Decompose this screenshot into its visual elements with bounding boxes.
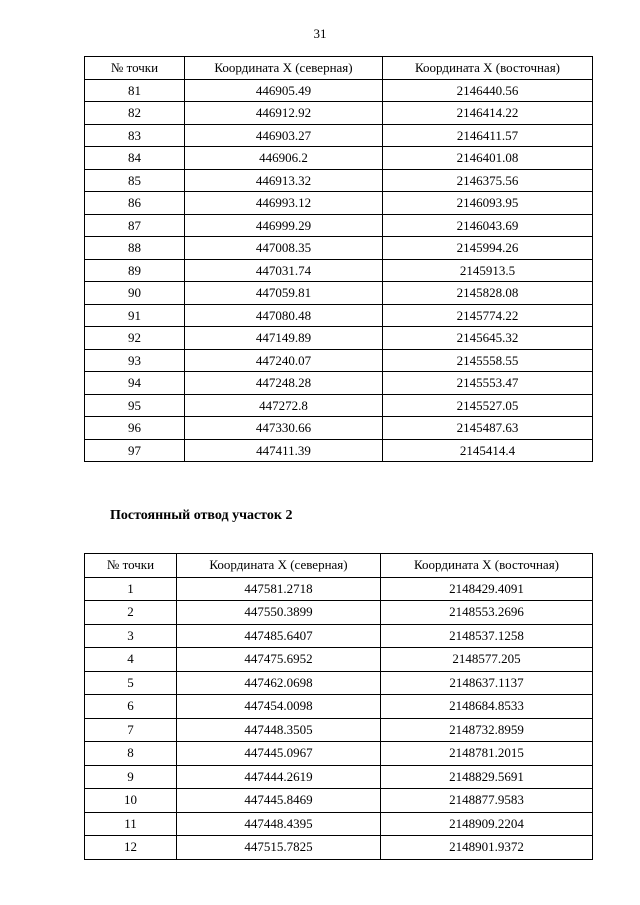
cell-east-coordinate: 2146414.22 (383, 102, 593, 125)
cell-point-number: 9 (85, 765, 177, 789)
cell-east-coordinate: 2148781.2015 (381, 742, 593, 766)
header-point-number: № точки (85, 554, 177, 578)
table-row (85, 259, 593, 282)
cell-east-coordinate: 2145645.32 (383, 327, 593, 350)
cell-north-coordinate: 447581.2718 (177, 577, 381, 601)
table-row (85, 124, 593, 147)
cell-east-coordinate: 2148684.8533 (381, 695, 593, 719)
cell-north-coordinate: 447448.4395 (177, 812, 381, 836)
cell-east-coordinate: 2148577.205 (381, 648, 593, 672)
cell-north-coordinate: 447485.6407 (177, 624, 381, 648)
table-body (85, 79, 593, 462)
table-row (85, 214, 593, 237)
header-east-coordinate: Координата X (восточная) (383, 57, 593, 80)
cell-point-number: 96 (85, 417, 185, 440)
cell-point-number: 4 (85, 648, 177, 672)
cell-point-number: 2 (85, 601, 177, 625)
coordinates-table-2 (84, 553, 593, 860)
cell-east-coordinate: 2145828.08 (383, 282, 593, 305)
cell-point-number: 94 (85, 372, 185, 395)
cell-north-coordinate: 447330.66 (185, 417, 383, 440)
cell-point-number: 5 (85, 671, 177, 695)
table-row (85, 624, 593, 648)
cell-point-number: 90 (85, 282, 185, 305)
table-row (85, 192, 593, 215)
table-header-row (85, 554, 593, 578)
coordinates-table-1 (84, 56, 593, 462)
cell-north-coordinate: 447008.35 (185, 237, 383, 260)
table-header-row (85, 57, 593, 80)
cell-point-number: 1 (85, 577, 177, 601)
table-row (85, 577, 593, 601)
table-row (85, 372, 593, 395)
cell-point-number: 93 (85, 349, 185, 372)
cell-north-coordinate: 447031.74 (185, 259, 383, 282)
cell-north-coordinate: 446993.12 (185, 192, 383, 215)
cell-north-coordinate: 447248.28 (185, 372, 383, 395)
table-row (85, 789, 593, 813)
table-row (85, 237, 593, 260)
table-row (85, 417, 593, 440)
table-row (85, 349, 593, 372)
header-north-coordinate: Координата X (северная) (177, 554, 381, 578)
header-point-number: № точки (85, 57, 185, 80)
table-row (85, 695, 593, 719)
cell-east-coordinate: 2146411.57 (383, 124, 593, 147)
cell-point-number: 6 (85, 695, 177, 719)
cell-point-number: 91 (85, 304, 185, 327)
cell-east-coordinate: 2145913.5 (383, 259, 593, 282)
table-row (85, 812, 593, 836)
table-row (85, 601, 593, 625)
table-row (85, 169, 593, 192)
cell-east-coordinate: 2145414.4 (383, 439, 593, 462)
table-row (85, 439, 593, 462)
cell-point-number: 3 (85, 624, 177, 648)
table-row (85, 147, 593, 170)
cell-north-coordinate: 447272.8 (185, 394, 383, 417)
cell-point-number: 81 (85, 79, 185, 102)
cell-point-number: 82 (85, 102, 185, 125)
header-north-coordinate: Координата X (северная) (185, 57, 383, 80)
cell-point-number: 10 (85, 789, 177, 813)
cell-north-coordinate: 447445.8469 (177, 789, 381, 813)
cell-point-number: 8 (85, 742, 177, 766)
table-row (85, 79, 593, 102)
cell-north-coordinate: 447445.0967 (177, 742, 381, 766)
cell-north-coordinate: 447149.89 (185, 327, 383, 350)
cell-north-coordinate: 447444.2619 (177, 765, 381, 789)
cell-east-coordinate: 2148829.5691 (381, 765, 593, 789)
table-row (85, 327, 593, 350)
table-row (85, 304, 593, 327)
cell-point-number: 7 (85, 718, 177, 742)
section-title: Постоянный отвод участок 2 (110, 508, 293, 523)
cell-east-coordinate: 2145994.26 (383, 237, 593, 260)
cell-point-number: 11 (85, 812, 177, 836)
cell-north-coordinate: 447475.6952 (177, 648, 381, 672)
table-row (85, 765, 593, 789)
cell-north-coordinate: 446905.49 (185, 79, 383, 102)
cell-north-coordinate: 447448.3505 (177, 718, 381, 742)
cell-east-coordinate: 2148901.9372 (381, 836, 593, 860)
cell-east-coordinate: 2145527.05 (383, 394, 593, 417)
table-row (85, 718, 593, 742)
cell-east-coordinate: 2145553.47 (383, 372, 593, 395)
cell-east-coordinate: 2146093.95 (383, 192, 593, 215)
cell-point-number: 92 (85, 327, 185, 350)
cell-east-coordinate: 2145558.55 (383, 349, 593, 372)
cell-point-number: 89 (85, 259, 185, 282)
cell-point-number: 84 (85, 147, 185, 170)
cell-north-coordinate: 447462.0698 (177, 671, 381, 695)
table-row (85, 742, 593, 766)
cell-point-number: 12 (85, 836, 177, 860)
cell-east-coordinate: 2146375.56 (383, 169, 593, 192)
cell-east-coordinate: 2148429.4091 (381, 577, 593, 601)
cell-north-coordinate: 446999.29 (185, 214, 383, 237)
cell-point-number: 97 (85, 439, 185, 462)
cell-point-number: 87 (85, 214, 185, 237)
table-row (85, 648, 593, 672)
table-row (85, 102, 593, 125)
cell-north-coordinate: 446906.2 (185, 147, 383, 170)
cell-east-coordinate: 2146401.08 (383, 147, 593, 170)
cell-east-coordinate: 2148553.2696 (381, 601, 593, 625)
cell-east-coordinate: 2146440.56 (383, 79, 593, 102)
cell-east-coordinate: 2145774.22 (383, 304, 593, 327)
page-number: 31 (313, 26, 327, 41)
cell-north-coordinate: 447080.48 (185, 304, 383, 327)
cell-north-coordinate: 447411.39 (185, 439, 383, 462)
cell-point-number: 95 (85, 394, 185, 417)
cell-point-number: 86 (85, 192, 185, 215)
cell-north-coordinate: 447550.3899 (177, 601, 381, 625)
cell-north-coordinate: 447240.07 (185, 349, 383, 372)
cell-north-coordinate: 447454.0098 (177, 695, 381, 719)
cell-east-coordinate: 2148732.8959 (381, 718, 593, 742)
cell-east-coordinate: 2148877.9583 (381, 789, 593, 813)
cell-east-coordinate: 2148909.2204 (381, 812, 593, 836)
cell-point-number: 85 (85, 169, 185, 192)
table-row (85, 394, 593, 417)
table-row (85, 671, 593, 695)
cell-east-coordinate: 2146043.69 (383, 214, 593, 237)
cell-north-coordinate: 447059.81 (185, 282, 383, 305)
cell-east-coordinate: 2148537.1258 (381, 624, 593, 648)
header-east-coordinate: Координата X (восточная) (381, 554, 593, 578)
cell-north-coordinate: 447515.7825 (177, 836, 381, 860)
cell-point-number: 88 (85, 237, 185, 260)
cell-north-coordinate: 446913.32 (185, 169, 383, 192)
cell-north-coordinate: 446912.92 (185, 102, 383, 125)
cell-north-coordinate: 446903.27 (185, 124, 383, 147)
table-body (85, 577, 593, 859)
cell-point-number: 83 (85, 124, 185, 147)
table-row (85, 836, 593, 860)
cell-east-coordinate: 2145487.63 (383, 417, 593, 440)
table-row (85, 282, 593, 305)
cell-east-coordinate: 2148637.1137 (381, 671, 593, 695)
